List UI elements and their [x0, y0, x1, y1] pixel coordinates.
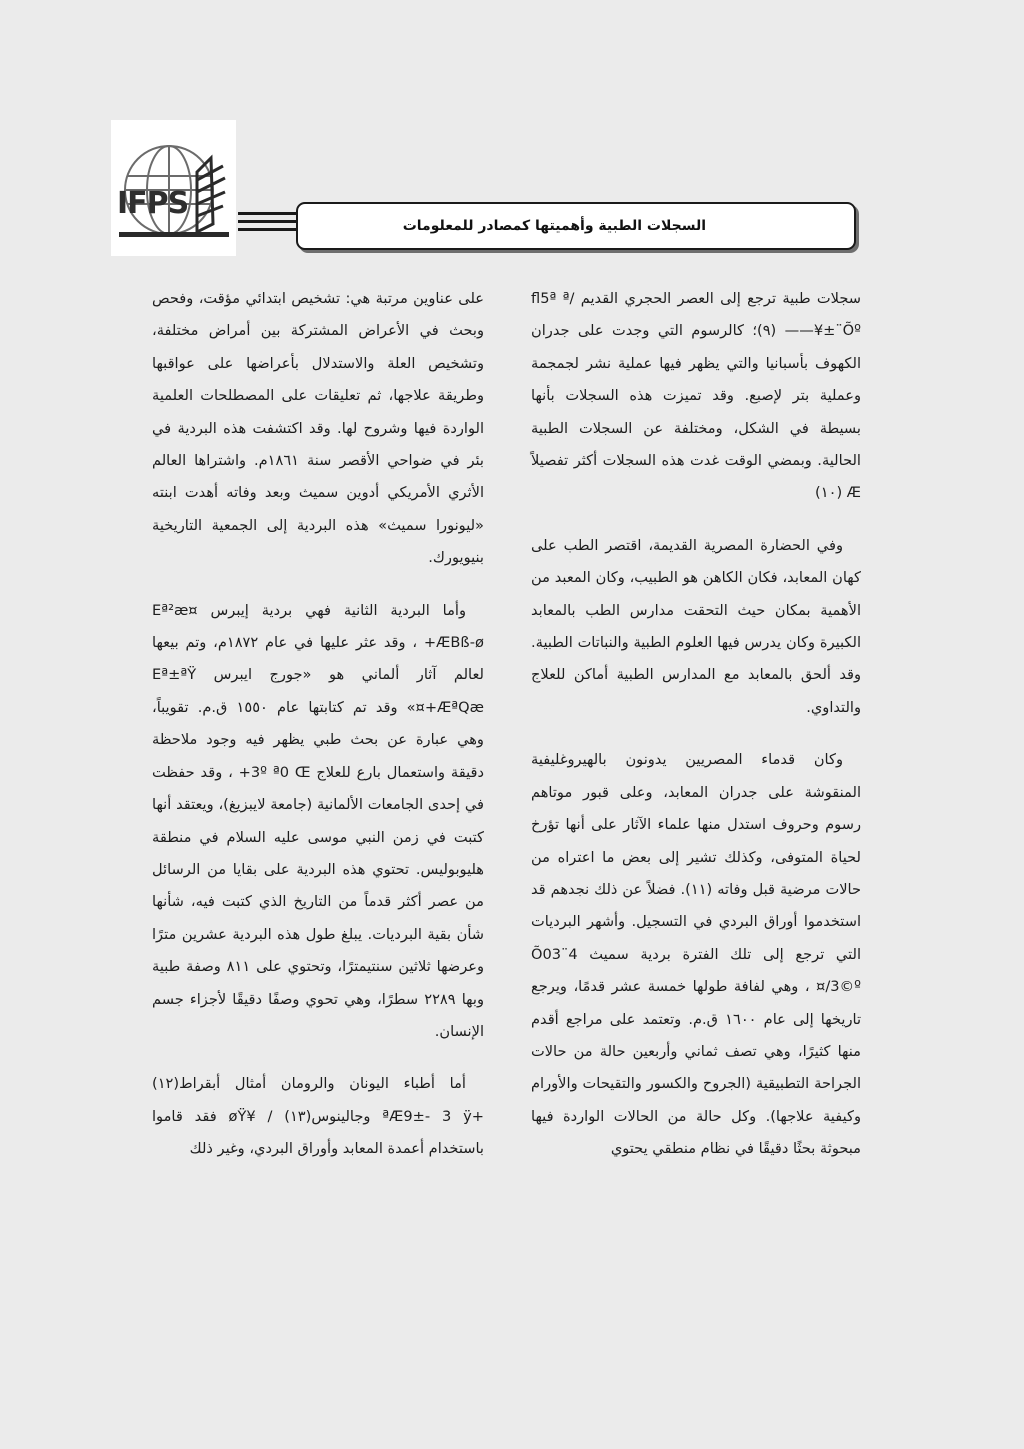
journal-logo — [111, 120, 236, 256]
header-connector-line — [238, 220, 296, 223]
running-header-title: السجلات الطبية وأهميتها كمصادر للمعلومات — [402, 218, 706, 234]
running-header — [296, 202, 856, 250]
paragraph: وأما البردية الثانية فهي بردية إيبرس Eª²æ¤ +ÆBß-ø ، وقد عثر عليها في عام ١٨٧٢م، وتم بيعها لعالم آثار ألماني هو «جورج ايبرس Eª±ªŸ +ÆªQæ¤» وقد تم كتابتها عام ١٥٥٠ ق.م. تقويباً، وهي عبارة عن بحث طبي يظهر فيه وجود ملاحظة دقيقة واستعمال بارع للعلاج 3º ª0 Œ+ ، وقد حفظت في إحدى الجامعات الألمانية (جامعة لايبزيغ)، ويعتقد أنها كتبت في زمن النبي موسى عليه السلام في منطقة هليوبوليس. تحتوي هذه البردية على بقايا من الرسائل من عصر أكثر قدماً من التاريخ الذي كتبت فيه، شأنها شأن بقية البرديات. يبلغ طول هذه البردية عشرين مترًا وعرضها ثلاثين سنتيمترًا، وتحتوي على ٨١١ وصفة طبية وبها ٢٢٨٩ سطرًا، وهي تحوي وصفًا دقيقًا لأجزاء جسم الإنسان. — [152, 601, 485, 1040]
header-connector-line — [238, 212, 296, 215]
logo-text: IFPS — [117, 186, 189, 221]
paragraph: وفي الحضارة المصرية القديمة، اقتصر الطب على كهان المعابد، فكان الكاهن هو الطبيب، وكان المعبد من الأهمية بمكان حيث التحقت مدارس الطب بالمعابد الكبيرة وكان يدرس فيها العلوم الطبية والنباتات الطبية. وقد ألحق بالمعابد مع المدارس الطبية أماكن للعلاج والتداوي. — [531, 536, 861, 716]
left-column — [152, 283, 484, 1166]
paragraph: أما أطباء اليونان والرومان أمثال أبقراط(١٢) +ªÆ9±- 3 ÿ وجالينوس(١٣) / ¥øŸ فقد قاموا باستخدام أعمدة المعابد وأوراق البردي، وغير ذلك — [152, 1075, 484, 1158]
paragraph: على عناوين مرتبة هي: تشخيص ابتدائي مؤقت، وفحص وبحث في الأعراض المشتركة بين أمراض مختلفة، وتشخيص العلة والاستدلال بأعراضها على عواقبها وطريقة علاجها، ثم تعليقات على المصطلحات العلمية الواردة فيها وشروح لها. وقد اكتشفت هذه البردية في بئر في ضواحي الأقصر سنة ١٨٦١م. واشتراها العالم الأثري الأمريكي أدوين سميث وبعد وفاته أهدت ابنته «ليونورا سميث» هذه البردية إلى الجمعية التاريخية بنيويورك. — [152, 290, 484, 567]
header-connector-line — [238, 228, 296, 231]
right-column — [531, 283, 861, 1166]
paragraph: سجلات طبية ترجع إلى العصر الحجري القديم fl5ª ª/±¨Õº¥—— (٩)؛ كالرسوم التي وجدت على جدران الكهوف بأسبانيا والتي يظهر فيها عملية نشر لجمجمة وعملية بتر لإصبع. وقد تميزت هذه السجلات بأنها بسيطة في الشكل، ومختلفة عن السجلات الطبية الحالية. وبمضي الوقت غدت هذه السجلات أكثر تفصيلاً Æ (١٠) — [531, 290, 861, 502]
paragraph: وكان قدماء المصريين يدونون بالهيروغليفية المنقوشة على جدران المعابد، وعلى قبور موتاهم رسوم وحروف استدل منها علماء الآثار على أنها تؤرخ لحياة المتوفى، وكذلك تشير إلى بعض ما اعتراه من حالات مرضية قبل وفاته (١١). فضلاً عن ذلك نجدهم قد استخدموا أوراق البردي في التسجيل. وأشهر البرديات التي ترجع إلى تلك الفترة بردية سميث Õ03¨4 /3©º¤ ، وهي لفافة طولها خمسة عشر قدمًا، ويرجع تاريخها إلى عام ١٦٠٠ ق.م. وتعتمد على مراجع أقدم منها كثيرًا، وهي تصف ثماني وأربعين حالة من حالات الجراحة التطبيقية (الجروح والكسور والتقيحات والأورام وكيفية علاجها). وكل حالة من الحالات الواردة فيها مبحوثة بحثًا دقيقًا في نظام منطقي يحتوي — [531, 751, 862, 1158]
